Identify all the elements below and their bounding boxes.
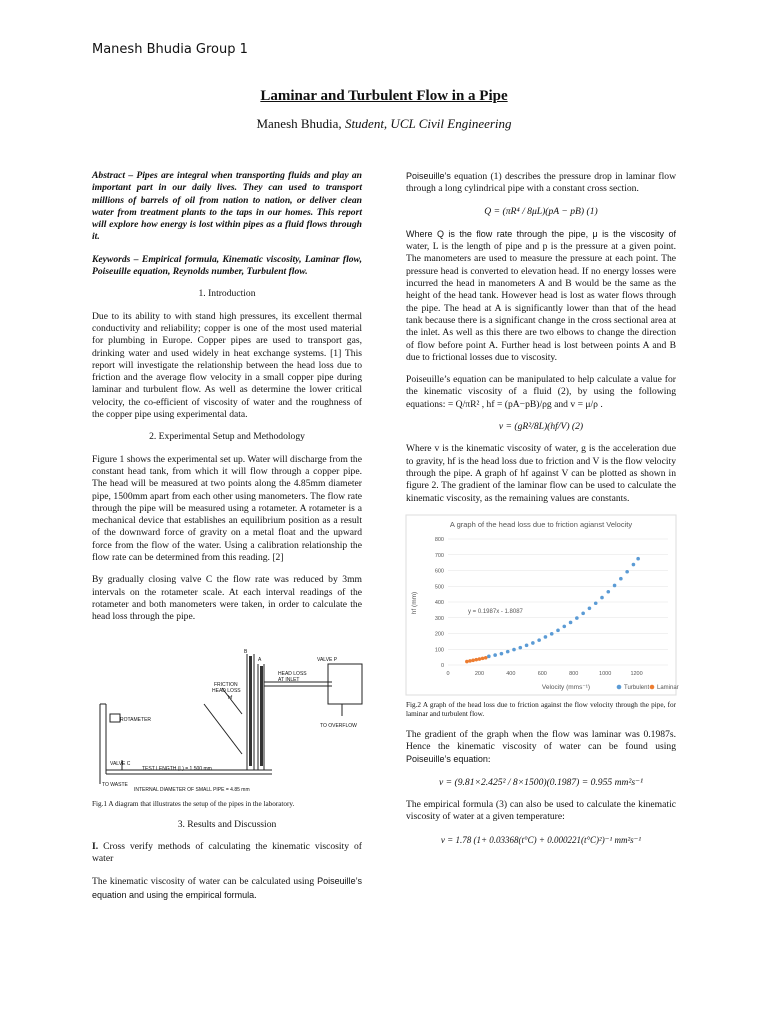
label-to-overflow: TO OVERFLOW [320, 722, 357, 729]
author-affiliation: Student, UCL Civil Engineering [344, 116, 512, 131]
label-a: A [258, 656, 262, 663]
label-internal-diameter: INTERNAL DIAMETER OF SMALL PIPE = 4.85 mm [134, 786, 250, 793]
turbulent-point [487, 654, 491, 658]
figure-1-diagram [92, 634, 362, 792]
abstract: Abstract – Pipes are integral when transporting fluids and play an important part in our daily lives. They can used to transport millions of barrels of oil from nation to nation, or deliver clean water from treatment plants to the taps in our homes. This report will explore how energy is lost within pipes as a fluid flows through it. [92, 170, 362, 243]
laminar-point [474, 658, 478, 662]
right-paragraph-5 [406, 729, 676, 767]
turbulent-point [562, 624, 566, 628]
right-paragraph-3: Poiseuille’s equation can be manipulated to help calculate a value for the kinematic viscosity of a fluid (2), by using the following equations: = Q/πR² , hf = (pA−pB)/ρg and v = μ/ρ . [406, 374, 676, 410]
figure-2-chart [406, 515, 679, 695]
turbulent-point [606, 590, 610, 594]
turbulent-point [544, 635, 548, 639]
turbulent-point [613, 583, 617, 587]
section-3-item-number: I. [92, 840, 99, 852]
turbulent-point [588, 606, 592, 610]
figure-1-caption: Fig.1 A diagram that illustrates the setup of the pipes in the laboratory. [92, 799, 295, 808]
section-1-heading: 1. Introduction [198, 288, 256, 300]
laminar-point [478, 657, 482, 661]
y-tick-label: 600 [434, 568, 444, 575]
turbulent-point [493, 653, 497, 657]
laminar-point [465, 660, 469, 664]
right-paragraph-2 [406, 228, 676, 364]
turbulent-point [636, 557, 640, 561]
turbulent-point [625, 570, 629, 574]
label-to-waste: TO WASTE [102, 781, 128, 788]
turbulent-point [575, 616, 579, 620]
right-paragraph-1 [406, 170, 676, 196]
x-tick-label: 600 [537, 670, 547, 677]
right-paragraph-2-text: water, L is the length of pipe and p is the pressure at a given point. The manometers are used to measure the pressure at each point. The pressure head is converted to elevation head. If no energy losses were incurred the head in manometers A and B would be the same as the height of the head tank. However head is lost as water flows through the pipe. The head at A is significantly lower than that of the head tank because there is a significant change in the cross sectional area at the inlet. As well as this there are two elbows to change the direction of flow before point A. Further head is lost between points A and B due to frictional losses due to viscosity. [406, 241, 676, 363]
right-paragraph-1-text: equation (1) describes the pressure drop in laminar flow through a long cylindrical pipe with a constant cross section. [406, 171, 676, 195]
turbulent-point [594, 601, 598, 605]
y-tick-label: 0 [440, 662, 444, 669]
figure-2-caption: Fig.2 A graph of the head loss due to friction against the flow velocity through the pipe, for laminar and turbulent flow. [406, 700, 676, 718]
turbulent-point [600, 596, 604, 600]
turbulent-point [525, 643, 529, 647]
turbulent-point [512, 648, 516, 652]
section-2-heading: 2. Experimental Setup and Methodology [149, 431, 305, 443]
right-column [406, 170, 679, 856]
label-test-length: TEST LENGTH (L) = 1 500 mm [142, 765, 212, 772]
laminar-point [471, 658, 475, 662]
turbulent-point [556, 628, 560, 632]
label-b: B [244, 648, 248, 655]
right-paragraph-5-c: : [487, 754, 491, 766]
section-2-paragraph-2: By gradually closing valve C the flow rate was reduced by 3mm intervals on the rotameter scale. At each interval readings of the rotameter and both manometers were taken, in order to calculate the head loss through the pipe. [92, 574, 362, 623]
y-tick-label: 700 [434, 552, 444, 559]
section-3-item-text: Cross verify methods of calculating the kinematic viscosity of water [92, 840, 362, 865]
turbulent-point [619, 577, 623, 581]
author-name: Manesh Bhudia, [256, 116, 345, 131]
laminar-point [481, 656, 485, 660]
y-tick-label: 300 [434, 615, 444, 622]
turbulent-point [537, 638, 541, 642]
equation-2: v = (gR²/8L)(hf/V) (2) [498, 421, 584, 433]
trendline-label: y = 0.1987x - 1.8087 [468, 608, 523, 615]
label-valve-c: VALVE C [110, 760, 131, 767]
label-head-loss-2: HEAD LOSS [212, 687, 241, 694]
chart-title: A graph of the head loss due to friction agianst Velocity [449, 519, 633, 529]
section-2-paragraph-1: Figure 1 shows the experimental set up. Water will discharge from the constant head tank, from which it will flow through a copper pipe. The head will be measured at two points along the 4.85mm diameter pipe, 1500mm apart from each other using manometers. The flow rate through the pipe will be measured using a rotameter. A rotameter is a mechanical device that establishes an equilibrium position as a result of the downward force of gravity on a metal float and the upward force from the flow of the water. Using a calibration relationship the flow rate can be determined from this reading. [2] [92, 453, 362, 564]
paper-title: Laminar and Turbulent Flow in a Pipe [260, 88, 508, 104]
laminar-point [468, 659, 472, 663]
page-header: Manesh Bhudia Group 1 [92, 42, 248, 57]
label-head-loss: HEAD LOSS [278, 670, 307, 677]
label-friction: FRICTION [214, 681, 238, 688]
laminar-point [484, 656, 488, 660]
x-tick-label: 1200 [630, 670, 643, 677]
x-tick-label: 1000 [599, 670, 612, 677]
section-3-paragraph-a: The kinematic viscosity of water can be calculated using [92, 876, 318, 888]
label-valve-p: VALVE P [317, 656, 338, 663]
right-paragraph-4: Where v is the kinematic viscosity of water, g is the acceleration due to gravity, hf is the head loss due to friction and V is the flow velocity through the pipe. A graph of hf against V can be plotted as shown in figure 2. The gradient of the laminar flow can be used to calculate the kinematic viscosity, as the remaining values are constants. [406, 443, 676, 504]
label-hf: hf [228, 694, 233, 701]
right-paragraph-2-lead: Where Q is the flow rate through the pipe, μ is the viscosity of [406, 228, 676, 239]
legend-laminar-marker [650, 685, 655, 690]
y-tick-label: 200 [434, 631, 444, 638]
chart-y-label: hf (mm) [411, 591, 418, 615]
x-tick-label: 0 [446, 670, 450, 677]
y-tick-label: 800 [434, 536, 444, 543]
x-tick-label: 200 [474, 670, 485, 677]
legend-laminar: Laminar [657, 684, 679, 691]
turbulent-point [632, 563, 636, 567]
x-tick-label: 400 [506, 670, 516, 677]
y-tick-label: 100 [434, 647, 444, 654]
left-column [92, 170, 362, 912]
legend-turbulent: Turbulent [624, 684, 650, 691]
turbulent-point [581, 611, 585, 615]
turbulent-point [506, 650, 510, 654]
section-3-heading: 3. Results and Discussion [177, 818, 277, 830]
equation-1: Q = (πR⁴ / 8μL)(pA − pB) (1) [484, 205, 598, 217]
section-3-item [92, 841, 362, 866]
label-at-inlet: AT INLET [278, 676, 300, 683]
section-3-paragraph-b: Poiseuille’s equation and using the empirical formula [92, 876, 362, 900]
x-tick-label: 800 [569, 670, 579, 677]
right-paragraph-5-b: Poiseuille’s equation [406, 754, 488, 765]
label-rotameter: ROTAMETER [120, 716, 152, 723]
y-tick-label: 400 [434, 599, 444, 606]
y-tick-label: 500 [434, 584, 444, 591]
equation-4: v = 1.78 (1+ 0.03368(t°C) + 0.000221(t°C)²)⁻¹ mm²s⁻¹ [440, 834, 642, 845]
section-1-text: Due to its ability to with stand high pressures, its excellent thermal conductivity and reliability; copper is one of the most used material for plumbing in Europe. Copper pipes are used to transport gas, drinking water and used widely in heat exchange systems. [1] This report will investigate the relationship between the head loss due to friction and the average flow velocity in a small copper pipe during laminar and turbulent flow. As well as determine the lower critical velocity, the co-efficient of viscosity of water and the roughness of the copper pipe using experimental data. [92, 310, 362, 421]
equation-3: v = (9.81×2.425² / 8×1500)(0.1987) = 0.955 mm²s⁻¹ [439, 776, 643, 788]
section-3-paragraph: The kinematic viscosity of water can be calculated using Poiseuille’s equation and using the empirical formula. [92, 876, 362, 901]
head-loss-chart [406, 515, 679, 695]
poiseuille-term: Poiseuille’s [406, 171, 451, 181]
turbulent-point [518, 646, 522, 650]
turbulent-point [550, 632, 554, 636]
author-line [0, 116, 768, 132]
chart-x-label: Velocity (mms⁻¹) [541, 683, 591, 691]
right-paragraph-6: The empirical formula (3) can also be used to calculate the kinematic viscosity of water at a given temperature: [406, 799, 676, 823]
keywords: Keywords – Empirical formula, Kinematic viscosity, Laminar flow, Poiseuille equation, Reynolds number, Turbulent flow. [92, 253, 362, 278]
right-paragraph-5-a: The gradient of the graph when the flow was laminar was 0.1987s. Hence the kinematic viscosity of water can be found using [406, 728, 676, 753]
turbulent-point [500, 652, 504, 656]
turbulent-point [531, 641, 535, 645]
turbulent-point [569, 621, 573, 625]
chart-y-ticks [435, 537, 444, 669]
legend-turbulent-marker [617, 685, 622, 690]
